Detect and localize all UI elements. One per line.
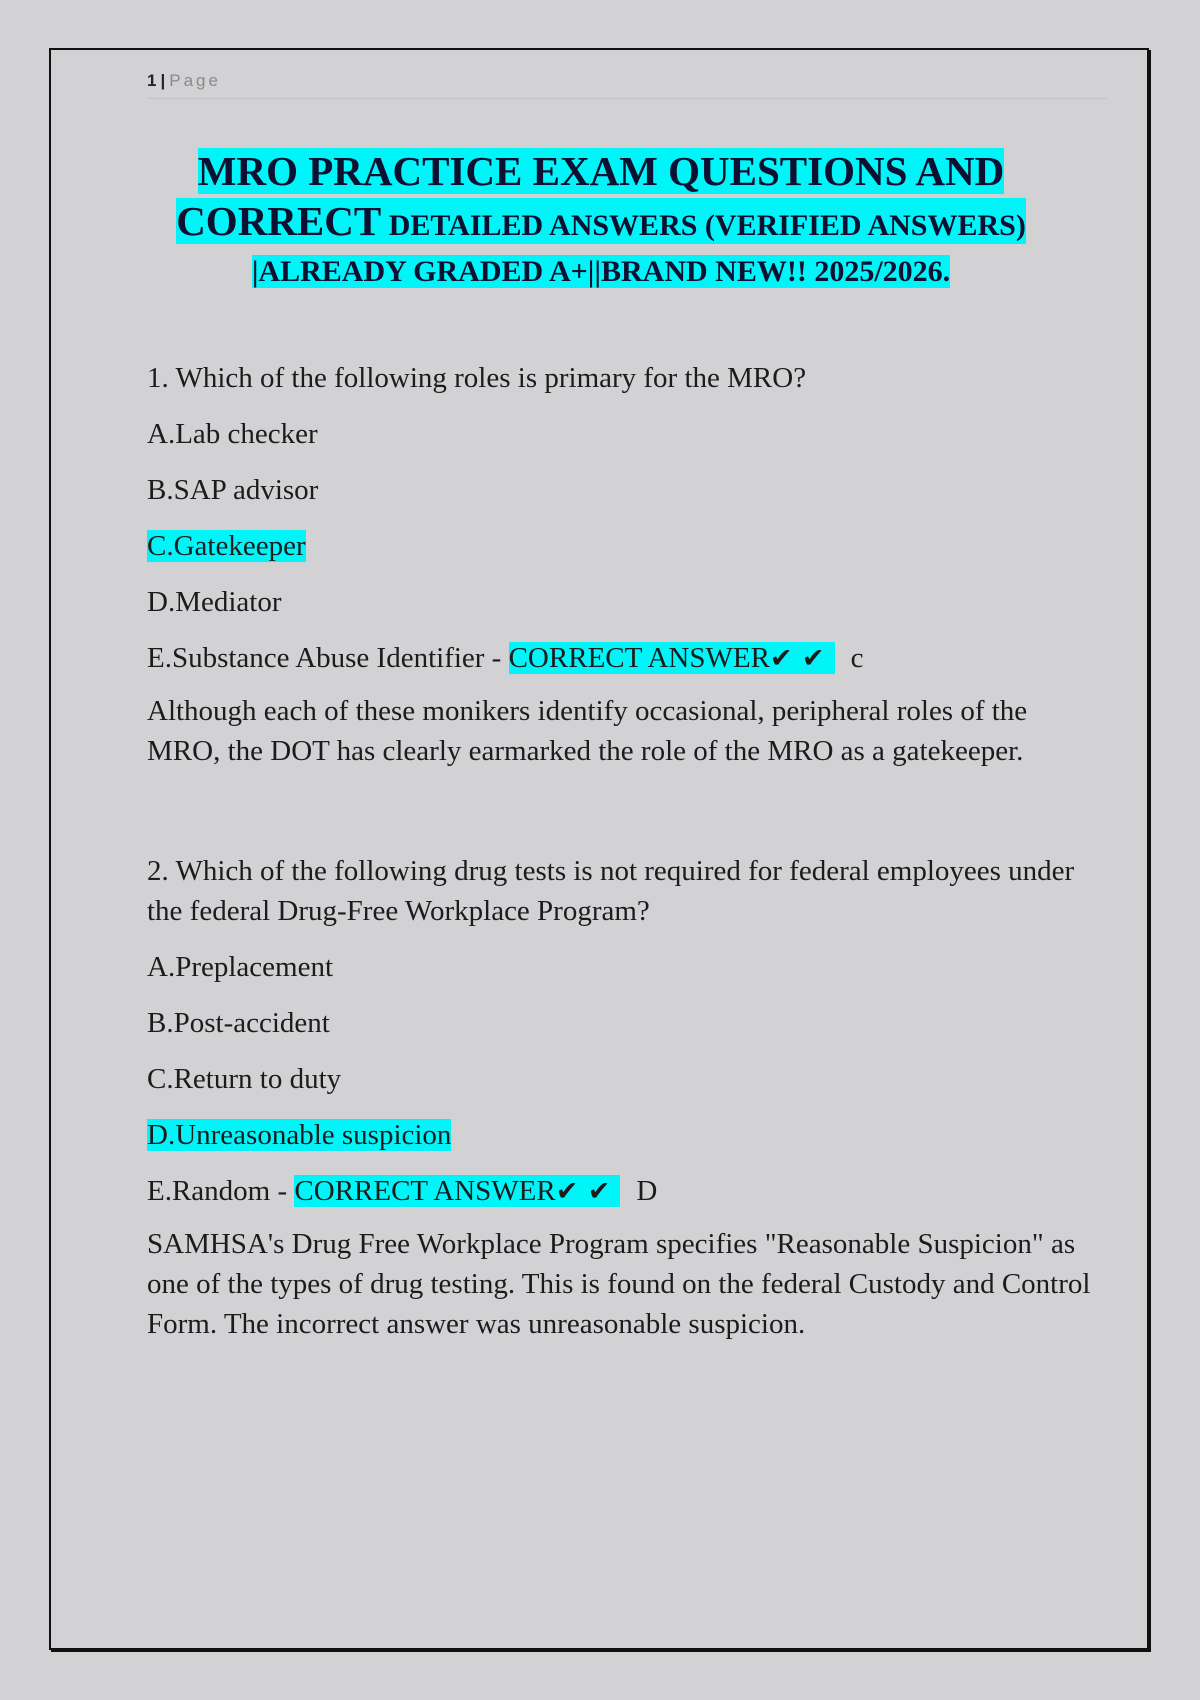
title-line-3: |ALREADY GRADED A+||BRAND NEW!! 2025/2026.	[251, 255, 951, 288]
double-check-icon: ✔ ✔	[555, 1176, 611, 1207]
option-e-line	[147, 638, 1107, 679]
page-header	[147, 70, 1107, 99]
title-line-2-large: CORRECT	[176, 198, 382, 244]
questions-section	[147, 358, 1107, 1344]
answer-key: D	[636, 1175, 658, 1207]
explanation-text: Although each of these monikers identify occasional, peripheral roles of the MRO, the DOT has clearly earmarked the role of the MRO as a gatekeeper.	[147, 695, 1028, 767]
option-d: D.Mediator	[147, 586, 282, 618]
option-c-correct: C.Gatekeeper	[147, 530, 306, 562]
question-block-2	[147, 851, 1107, 1344]
title-line-1: MRO PRACTICE EXAM QUESTIONS AND	[197, 148, 1005, 194]
answer-key: c	[850, 642, 864, 674]
option-b: B.Post-accident	[147, 1007, 330, 1039]
page-separator: |	[160, 71, 166, 90]
option-b: B.SAP advisor	[147, 474, 319, 506]
correct-answer-label: CORRECT ANSWER	[294, 1175, 556, 1207]
option-a: A.Preplacement	[147, 951, 334, 983]
option-e: E.Random -	[147, 1175, 295, 1207]
question-text: 2. Which of the following drug tests is not required for federal employees under the federal Drug-Free Workplace Program?	[147, 855, 1075, 927]
document-title	[91, 146, 1111, 293]
option-e: E.Substance Abuse Identifier -	[147, 642, 509, 674]
correct-answer-badge	[294, 1175, 620, 1207]
correct-answer-label: CORRECT ANSWER	[508, 642, 770, 674]
document-page	[49, 48, 1149, 1650]
option-d-correct: D.Unreasonable suspicion	[147, 1119, 452, 1151]
double-check-icon: ✔ ✔	[769, 643, 825, 674]
page-label: Page	[169, 71, 221, 90]
explanation-text: SAMHSA's Drug Free Workplace Program specifies "Reasonable Suspicion" as one of the types of drug testing. This is found on the federal Custody and Control Form. The incorrect answer was unreasonable suspicion.	[147, 1228, 1091, 1340]
title-line-2-small: DETAILED ANSWERS (VERIFIED ANSWERS)	[381, 209, 1026, 242]
question-block-1	[147, 358, 1107, 771]
option-a: A.Lab checker	[147, 418, 318, 450]
page-number: 1	[147, 71, 157, 90]
correct-answer-badge	[509, 642, 835, 674]
option-c: C.Return to duty	[147, 1063, 342, 1095]
option-e-line	[147, 1171, 1107, 1212]
question-text: 1. Which of the following roles is primary for the MRO?	[147, 362, 807, 394]
